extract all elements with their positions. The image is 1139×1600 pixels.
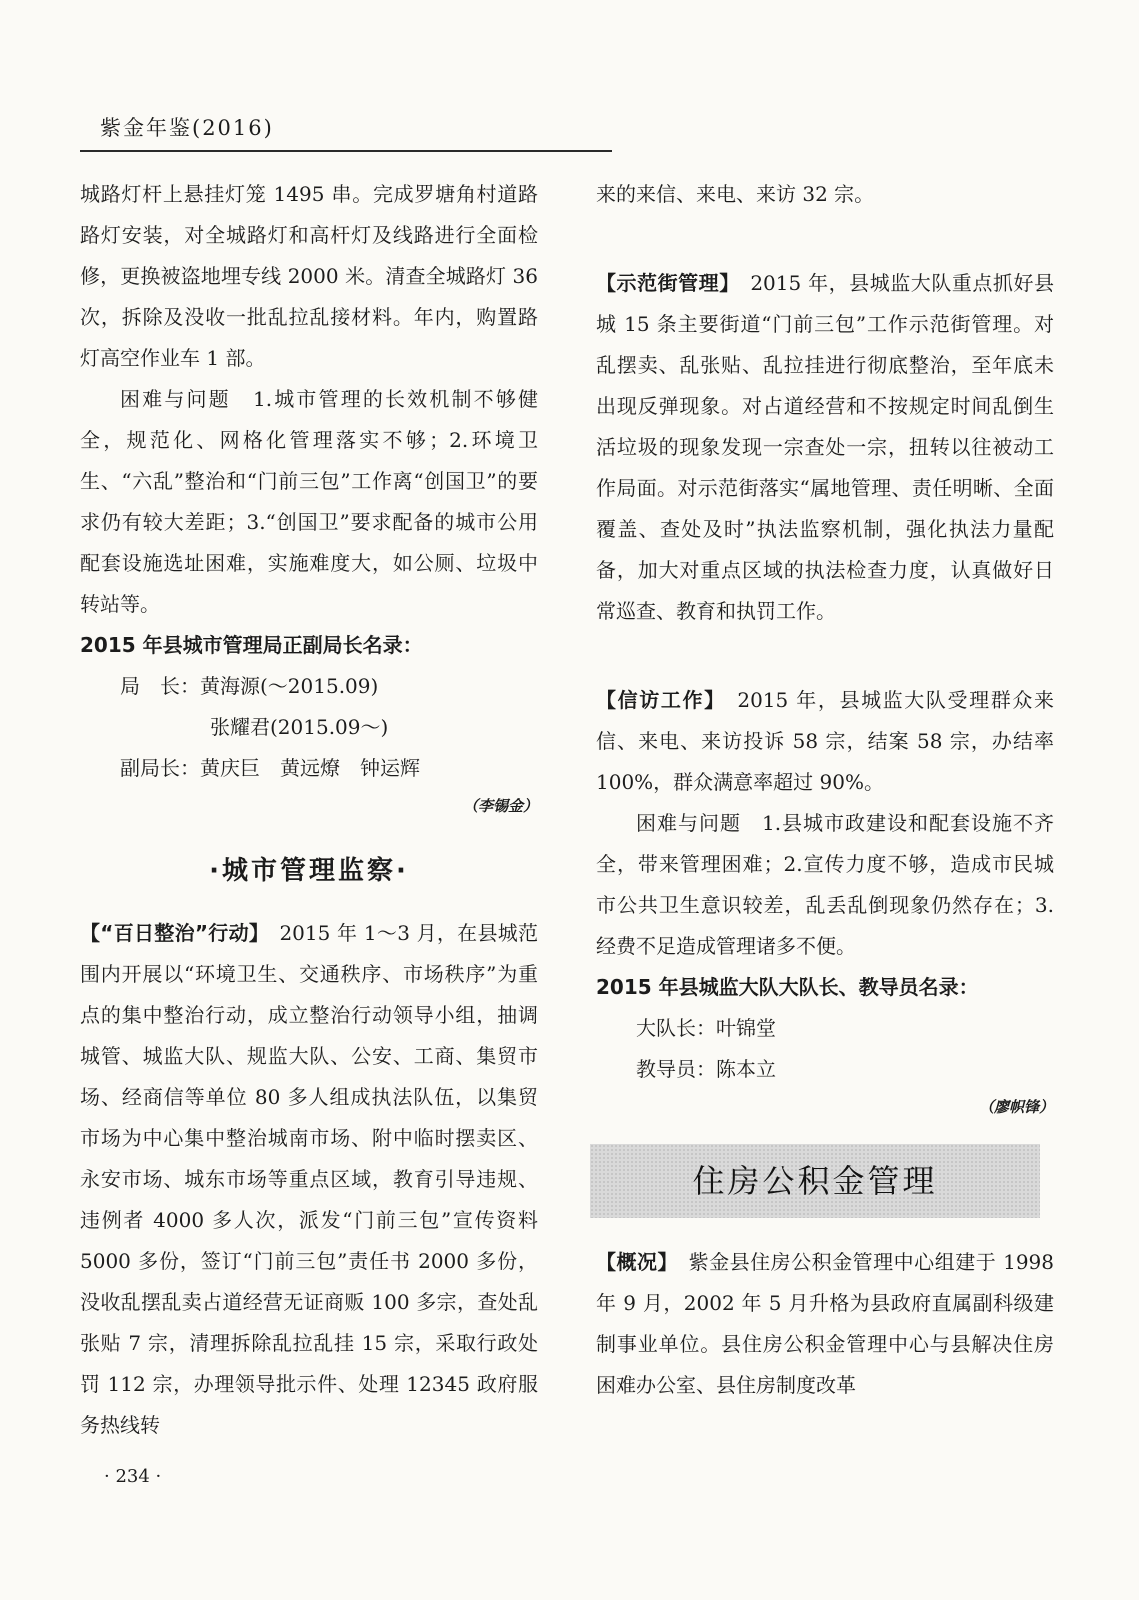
paragraph-text: 2015 年 1～3 月，在县城范围内开展以“环境卫生、交通秩序、市场秩序”为重点的集中整治行动，成立整治行动领导小组，抽调城管、城监大队、规监大队、公安、工商、集贸市场、经商信等单位 80 多人组成执法队伍，以集贸市场为中心集中整治城南市场、附中临时摆卖区、永安市场、城东市场等重点区域，教育引导违规、违例者 4000 多人次，派发“门前三包”宣传资料 5000 多份，签订“门前三包”责任书 2000 多份，没收乱摆乱卖占道经营无证商贩 100 多宗，查处乱张贴 7 宗，清理拆除乱拉乱挂 15 宗，采取行政处罚 112 宗，办理领导批示件、处理 12345 政府服务热线转: [80, 921, 539, 1437]
roster-line: 大队长：叶锦堂: [636, 1016, 776, 1040]
roster-line: 副局长：黄庆巨 黄远燎 钟运辉: [120, 756, 420, 780]
roster-line: 张耀君(2015.09～): [210, 715, 389, 739]
spacer: [596, 632, 1054, 680]
paragraph-text: 2015 年，县城监大队重点抓好县城 15 条主要街道“门前三包”工作示范街管理。对乱摆卖、乱张贴、乱拉挂进行彻底整治，至年底未出现反弹现象。对占道经营和不按规定时间乱倒生活垃圾的现象发现一宗查处一宗，扭转以往被动工作局面。对示范街落实“属地管理、责任明晰、全面覆盖、查处及时”执法监察机制，强化执法力量配备，加大对重点区域的执法检查力度，认真做好日常巡查、教育和执罚工作。: [596, 271, 1055, 623]
spacer: [596, 215, 1054, 263]
paragraph-text: 2015 年，县城监大队受理群众来信、来电、来访投诉 58 宗，结案 58 宗，办结率 100%，群众满意率超过 90%。: [596, 688, 1055, 794]
paragraph-tag: 【示范街管理】: [596, 271, 730, 295]
paragraph-tag: 【信访工作】: [596, 688, 716, 712]
paragraph: [596, 1242, 1054, 1406]
paragraph: 困难与问题 1.城市管理的长效机制不够健全，规范化、网格化管理落实不够；2.环境卫生、“六乱”整治和“门前三包”工作离“创国卫”的要求仍有较大差距；3.“创国卫”要求配备的城市公用配套设施选址困难，实施难度大，如公厕、垃圾中转站等。: [80, 387, 538, 616]
running-head: 紫金年鉴(2016): [100, 116, 274, 140]
section-title: ·城市管理监察·: [209, 856, 409, 886]
page-number: · 234 ·: [104, 1466, 162, 1487]
paragraph: 城路灯杆上悬挂灯笼 1495 串。完成罗塘角村道路路灯安装，对全城路灯和高杆灯及线路进行全面检修，更换被盗地埋专线 2000 米。清查全城路灯 36 次，拆除及没收一批乱拉乱接材料。年内，购置路灯高空作业车 1 部。: [80, 182, 538, 370]
paragraph: 来的来信、来电、来访 32 宗。: [596, 182, 875, 206]
section-banner: 住房公积金管理: [590, 1144, 1040, 1218]
roster-line: 教导员：陈本立: [636, 1057, 776, 1081]
paragraph-text: 紫金县住房公积金管理中心组建于 1998 年 9 月，2002 年 5 月升格为县政府直属副科级建制事业单位。县住房公积金管理中心与县解决住房困难办公室、县住房制度改革: [596, 1250, 1054, 1397]
header-rule: [80, 150, 612, 152]
paragraph-tag: 【“百日整治”行动】: [80, 921, 260, 945]
author-credit: （李锡金）: [462, 797, 538, 815]
paragraph-tag: 【概况】: [596, 1250, 669, 1274]
paragraph: 困难与问题 1.县城市政建设和配套设施不齐全，带来管理困难；2.宣传力度不够，造成市民城市公共卫生意识较差，乱丢乱倒现象仍然存在；3.经费不足造成管理诸多不便。: [596, 811, 1054, 958]
paragraph: [596, 263, 1054, 632]
roster-line: 局 长：黄海源(～2015.09): [120, 674, 379, 698]
paragraph: [596, 680, 1054, 803]
left-column: [80, 174, 538, 1446]
author-credit: （廖帜锋）: [978, 1098, 1054, 1116]
paragraph: [80, 913, 538, 1446]
roster-label: 2015 年县城监大队大队长、教导员名录：: [596, 975, 979, 999]
right-column: [596, 174, 1054, 1406]
roster-label: 2015 年县城市管理局正副局长名录：: [80, 633, 423, 657]
